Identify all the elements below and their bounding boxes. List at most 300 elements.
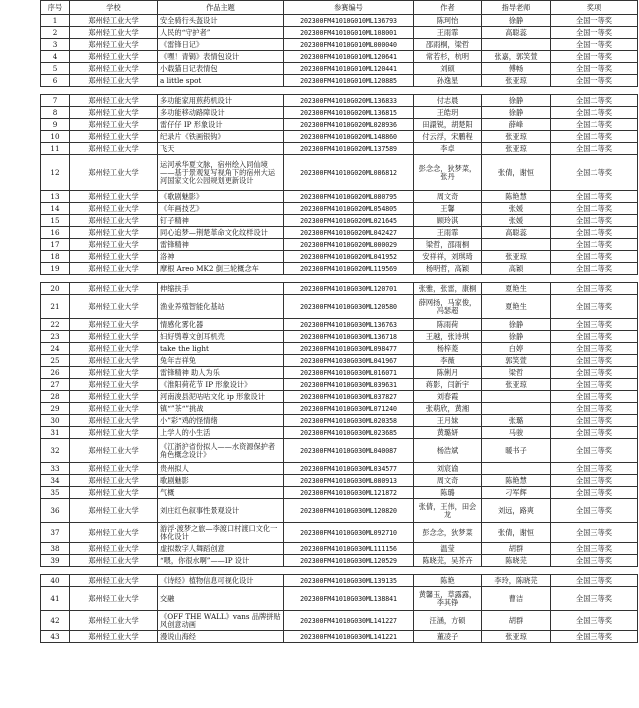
- cell-award: 全国三等奖: [551, 631, 638, 643]
- cell-school: 郑州轻工业大学: [70, 487, 158, 499]
- table-row: [41, 427, 638, 439]
- cell-author: 王皓玥: [414, 107, 482, 119]
- cell-award: 全国一等奖: [551, 75, 638, 87]
- cell-author: 田譞锐，胡楚阳: [414, 119, 482, 131]
- cell-advisor: 徐静: [482, 107, 551, 119]
- cell-seq: 16: [41, 227, 70, 239]
- cell-school: 郑州轻工业大学: [70, 319, 158, 331]
- cell-theme: 雷锋精神 助人为乐: [158, 367, 284, 379]
- cell-theme: 多功能移动路障设计: [158, 107, 284, 119]
- cell-advisor: 陈艳慧: [482, 191, 551, 203]
- cell-advisor: 张倩，谢恒: [482, 155, 551, 191]
- cell-advisor: 薛峰: [482, 119, 551, 131]
- cell-entry-id: 202300FM41010G030ML141221: [284, 631, 414, 643]
- cell-author: 周文奇: [414, 191, 482, 203]
- cell-theme: 多功能家用煎药机设计: [158, 95, 284, 107]
- table-row: [41, 295, 638, 319]
- cell-entry-id: 202300FM41010G030ML023685: [284, 427, 414, 439]
- table-body: [41, 15, 638, 643]
- cell-author: 刘春霞: [414, 391, 482, 403]
- table-row: [41, 131, 638, 143]
- cell-entry-id: 202300FM41010G020ML042427: [284, 227, 414, 239]
- cell-award: 全国一等奖: [551, 15, 638, 27]
- cell-award: 全国三等奖: [551, 391, 638, 403]
- cell-seq: 22: [41, 319, 70, 331]
- cell-author: 孙逸星: [414, 75, 482, 87]
- cell-author: 张萌欣，黄湘: [414, 403, 482, 415]
- cell-school: 郑州轻工业大学: [70, 191, 158, 203]
- cell-author: 陈雨荷: [414, 319, 482, 331]
- cell-entry-id: 202300FM41010G030ML034577: [284, 463, 414, 475]
- cell-advisor: 张嘉，郭笑萱: [482, 51, 551, 63]
- table-row: [41, 203, 638, 215]
- cell-entry-id: 202300FM41010G020ML041952: [284, 251, 414, 263]
- cell-seq: 1: [41, 15, 70, 27]
- cell-author: 常若杉，杭明: [414, 51, 482, 63]
- cell-advisor: 张亚琼: [482, 379, 551, 391]
- cell-theme: 《嘿！青锔》表情包设计: [158, 51, 284, 63]
- table-row: [41, 95, 638, 107]
- cell-award: 全国三等奖: [551, 439, 638, 463]
- cell-entry-id: 202300FM41010G010ML120641: [284, 51, 414, 63]
- cell-award: 全国三等奖: [551, 319, 638, 331]
- cell-advisor: 张亚琼: [482, 251, 551, 263]
- cell-school: 郑州轻工业大学: [70, 403, 158, 415]
- cell-advisor: 高颖: [482, 263, 551, 275]
- cell-entry-id: 202300FM41010G020ML000029: [284, 239, 414, 251]
- cell-author: 蒋影，闫新宇: [414, 379, 482, 391]
- table-row: [41, 575, 638, 587]
- table-row: [41, 119, 638, 131]
- cell-award: 全国三等奖: [551, 427, 638, 439]
- cell-entry-id: 202300FM41010G030ML120701: [284, 283, 414, 295]
- cell-theme: 虚拟数字人舞蹈创意: [158, 543, 284, 555]
- cell-school: 郑州轻工业大学: [70, 75, 158, 87]
- cell-award: 全国三等奖: [551, 587, 638, 611]
- cell-school: 郑州轻工业大学: [70, 63, 158, 75]
- cell-entry-id: 202300FM41010G010ML120441: [284, 63, 414, 75]
- cell-author: 王越，张诗琪: [414, 331, 482, 343]
- cell-entry-id: 202300FM41010G010ML108001: [284, 27, 414, 39]
- cell-theme: 人民的“守护者”: [158, 27, 284, 39]
- cell-theme: 雷仔仔 IP 形象设计: [158, 119, 284, 131]
- cell-advisor: 夏艳生: [482, 295, 551, 319]
- cell-school: 郑州轻工业大学: [70, 631, 158, 643]
- cell-seq: 36: [41, 499, 70, 523]
- cell-entry-id: 202300FM41010G020ML119569: [284, 263, 414, 275]
- cell-seq: 20: [41, 283, 70, 295]
- cell-entry-id: 202300FM41010G010ML136793: [284, 15, 414, 27]
- table-row: [41, 499, 638, 523]
- table-row: [41, 543, 638, 555]
- cell-advisor: 张倩，谢恒: [482, 523, 551, 543]
- cell-award: 全国二等奖: [551, 143, 638, 155]
- cell-entry-id: 202300FM41010G010ML000040: [284, 39, 414, 51]
- cell-theme: 歌剧魅影: [158, 475, 284, 487]
- cell-school: 郑州轻工业大学: [70, 391, 158, 403]
- cell-theme: 漫说山海经: [158, 631, 284, 643]
- table-row: [41, 439, 638, 463]
- cell-author: 汪涵，方硕: [414, 611, 482, 631]
- cell-entry-id: 202300FM41010G030ML071240: [284, 403, 414, 415]
- cell-school: 郑州轻工业大学: [70, 15, 158, 27]
- table-row: [41, 251, 638, 263]
- cell-school: 郑州轻工业大学: [70, 251, 158, 263]
- cell-seq: 38: [41, 543, 70, 555]
- cell-advisor: 胡群: [482, 543, 551, 555]
- table-row: [41, 415, 638, 427]
- cell-theme: “喂，你很水啊”——IP 设计: [158, 555, 284, 567]
- cell-author: 陈晓芫，吴芥卉: [414, 555, 482, 567]
- table-row: [41, 155, 638, 191]
- header-advisor: 指导老师: [482, 1, 551, 15]
- cell-entry-id: 202300FM41010G030ML040087: [284, 439, 414, 463]
- table-row: [41, 227, 638, 239]
- cell-author: 安祥祥，刘琪琦: [414, 251, 482, 263]
- cell-author: 付志晨: [414, 95, 482, 107]
- cell-seq: 6: [41, 75, 70, 87]
- cell-entry-id: 202300FM41010G030ML136718: [284, 331, 414, 343]
- cell-award: 全国三等奖: [551, 499, 638, 523]
- separator-cell: [41, 87, 638, 95]
- cell-advisor: 高聪蕊: [482, 227, 551, 239]
- cell-author: 陈俐月: [414, 367, 482, 379]
- cell-seq: 3: [41, 39, 70, 51]
- cell-seq: 15: [41, 215, 70, 227]
- table-row: [41, 63, 638, 75]
- cell-award: 全国二等奖: [551, 119, 638, 131]
- cell-school: 郑州轻工业大学: [70, 263, 158, 275]
- header-award: 奖项: [551, 1, 638, 15]
- table-row: [41, 27, 638, 39]
- cell-seq: 11: [41, 143, 70, 155]
- cell-entry-id: 202300FM41010G020ML086812: [284, 155, 414, 191]
- cell-school: 郑州轻工业大学: [70, 427, 158, 439]
- cell-entry-id: 202300FM41010G030ML120820: [284, 499, 414, 523]
- cell-seq: 32: [41, 439, 70, 463]
- cell-school: 郑州轻工业大学: [70, 131, 158, 143]
- table-row: [41, 263, 638, 275]
- cell-author: 杨浩斌: [414, 439, 482, 463]
- cell-advisor: [482, 463, 551, 475]
- cell-school: 郑州轻工业大学: [70, 611, 158, 631]
- cell-seq: 14: [41, 203, 70, 215]
- cell-seq: 13: [41, 191, 70, 203]
- cell-school: 郑州轻工业大学: [70, 119, 158, 131]
- cell-author: 王馨: [414, 203, 482, 215]
- separator-cell: [41, 275, 638, 283]
- cell-entry-id: 202300FM41010G020ML136833: [284, 95, 414, 107]
- cell-advisor: 张亚琼: [482, 143, 551, 155]
- cell-author: 邵雨桐，梁哲: [414, 39, 482, 51]
- cell-seq: 43: [41, 631, 70, 643]
- cell-theme: 《诗经》植物信息可视化设计: [158, 575, 284, 587]
- cell-school: 郑州轻工业大学: [70, 379, 158, 391]
- cell-seq: 8: [41, 107, 70, 119]
- cell-entry-id: 202300FM41010G020ML137589: [284, 143, 414, 155]
- table-row: [41, 475, 638, 487]
- cell-theme: 同心追梦—荆楚革命文化纹样设计: [158, 227, 284, 239]
- cell-theme: 气概: [158, 487, 284, 499]
- cell-entry-id: 202300FM41010G030ML098477: [284, 343, 414, 355]
- cell-author: 刘宸谕: [414, 463, 482, 475]
- cell-entry-id: 202300FM41010G030ML120529: [284, 555, 414, 567]
- cell-theme: 雷锋精神: [158, 239, 284, 251]
- cell-school: 郑州轻工业大学: [70, 555, 158, 567]
- header-author: 作者: [414, 1, 482, 15]
- cell-advisor: 曹洁: [482, 587, 551, 611]
- cell-theme: 上学人的小生活: [158, 427, 284, 439]
- cell-award: 全国三等奖: [551, 543, 638, 555]
- cell-seq: 9: [41, 119, 70, 131]
- cell-entry-id: 202300FM41010G020ML021645: [284, 215, 414, 227]
- cell-seq: 26: [41, 367, 70, 379]
- cell-entry-id: 202300FM41010G030ML120580: [284, 295, 414, 319]
- table-row: [41, 523, 638, 543]
- cell-award: 全国一等奖: [551, 51, 638, 63]
- cell-theme: 《年画技艺》: [158, 203, 284, 215]
- cell-award: 全国三等奖: [551, 379, 638, 391]
- cell-author: 张倩，王伟，田会龙: [414, 499, 482, 523]
- cell-advisor: 张亚琼: [482, 131, 551, 143]
- cell-entry-id: 202300FM41010G020ML136815: [284, 107, 414, 119]
- cell-seq: 33: [41, 463, 70, 475]
- cell-school: 郑州轻工业大学: [70, 283, 158, 295]
- cell-school: 郑州轻工业大学: [70, 439, 158, 463]
- cell-author: 黄璐妍: [414, 427, 482, 439]
- table-row: [41, 143, 638, 155]
- cell-entry-id: 202300FM41010G030ML139135: [284, 575, 414, 587]
- cell-seq: 5: [41, 63, 70, 75]
- cell-author: 陈璐: [414, 487, 482, 499]
- cell-seq: 10: [41, 131, 70, 143]
- cell-theme: 小”彩“鸡的怪情绪: [158, 415, 284, 427]
- cell-author: 陈艳: [414, 575, 482, 587]
- group-separator: [41, 567, 638, 575]
- cell-theme: 小载猫日记表情包: [158, 63, 284, 75]
- cell-advisor: 徐静: [482, 331, 551, 343]
- cell-advisor: 马骏: [482, 427, 551, 439]
- cell-author: 王雨霏: [414, 227, 482, 239]
- header-entry-id: 参赛编号: [284, 1, 414, 15]
- cell-entry-id: 202300FM41010G030ML121872: [284, 487, 414, 499]
- cell-theme: 安全骑行头盔设计: [158, 15, 284, 27]
- cell-advisor: [482, 39, 551, 51]
- cell-entry-id: 202300FM41010G030ML141227: [284, 611, 414, 631]
- cell-entry-id: 202300FM41010G030ML080913: [284, 475, 414, 487]
- cell-award: 全国二等奖: [551, 191, 638, 203]
- cell-author: 顾玲淇: [414, 215, 482, 227]
- cell-entry-id: 202300FM41010G030ML039631: [284, 379, 414, 391]
- cell-award: 全国二等奖: [551, 107, 638, 119]
- table-row: [41, 191, 638, 203]
- cell-seq: 28: [41, 391, 70, 403]
- cell-award: 全国二等奖: [551, 239, 638, 251]
- cell-advisor: 张亚琼: [482, 631, 551, 643]
- cell-award: 全国三等奖: [551, 283, 638, 295]
- cell-seq: 29: [41, 403, 70, 415]
- cell-author: 张雅，张雷，康桐: [414, 283, 482, 295]
- cell-entry-id: 202300FM41030G030ML041967: [284, 355, 414, 367]
- table-row: [41, 403, 638, 415]
- cell-advisor: 郭笑萱: [482, 355, 551, 367]
- cell-theme: 纪录片《铁画银钩》: [158, 131, 284, 143]
- cell-advisor: [482, 403, 551, 415]
- cell-advisor: [482, 239, 551, 251]
- cell-theme: 《淮阳荷花节 IP 形象设计》: [158, 379, 284, 391]
- cell-award: 全国三等奖: [551, 555, 638, 567]
- cell-entry-id: 202300FM41010G030ML092710: [284, 523, 414, 543]
- cell-advisor: 高聪蕊: [482, 27, 551, 39]
- table-row: [41, 15, 638, 27]
- table-row: [41, 391, 638, 403]
- cell-seq: 27: [41, 379, 70, 391]
- cell-advisor: 徐静: [482, 95, 551, 107]
- cell-school: 郑州轻工业大学: [70, 155, 158, 191]
- cell-theme: 游浮·渡梦之旅—李渡口村渡口文化一体化设计: [158, 523, 284, 543]
- cell-advisor: [482, 391, 551, 403]
- cell-seq: 42: [41, 611, 70, 631]
- cell-award: 全国一等奖: [551, 27, 638, 39]
- table-row: [41, 319, 638, 331]
- cell-school: 郑州轻工业大学: [70, 367, 158, 379]
- cell-seq: 41: [41, 587, 70, 611]
- table-row: [41, 75, 638, 87]
- cell-school: 郑州轻工业大学: [70, 215, 158, 227]
- cell-seq: 17: [41, 239, 70, 251]
- cell-entry-id: 202300FM41010G020ML080795: [284, 191, 414, 203]
- table-row: [41, 367, 638, 379]
- cell-author: 温莹: [414, 543, 482, 555]
- cell-theme: 《江浙沪省份拟人——水资源保护者角色概念设计》: [158, 439, 284, 463]
- cell-theme: 《歌剧魅影》: [158, 191, 284, 203]
- cell-award: 全国二等奖: [551, 131, 638, 143]
- cell-seq: 24: [41, 343, 70, 355]
- cell-seq: 31: [41, 427, 70, 439]
- table-row: [41, 51, 638, 63]
- cell-school: 郑州轻工业大学: [70, 51, 158, 63]
- cell-advisor: 刘远，路爽: [482, 499, 551, 523]
- cell-award: 全国三等奖: [551, 523, 638, 543]
- cell-school: 郑州轻工业大学: [70, 463, 158, 475]
- cell-award: 全国二等奖: [551, 251, 638, 263]
- cell-award: 全国三等奖: [551, 367, 638, 379]
- cell-author: 薛网扬，马家俊，冯瑟超: [414, 295, 482, 319]
- header-school: 学校: [70, 1, 158, 15]
- cell-author: 彭念念，狄梦菜: [414, 523, 482, 543]
- cell-seq: 37: [41, 523, 70, 543]
- cell-seq: 30: [41, 415, 70, 427]
- table-row: [41, 283, 638, 295]
- cell-author: 黄馨玉，草露露，李其铮: [414, 587, 482, 611]
- cell-school: 郑州轻工业大学: [70, 239, 158, 251]
- cell-author: 李薇: [414, 355, 482, 367]
- cell-entry-id: 202300FM41010G030ML020358: [284, 415, 414, 427]
- cell-theme: 运河承华夏文脉，宿州绘入同仙境——基于景观复写视角下的宿州大运河国家文化公园规划更新设计: [158, 155, 284, 191]
- cell-author: 周文奇: [414, 475, 482, 487]
- cell-seq: 12: [41, 155, 70, 191]
- cell-school: 郑州轻工业大学: [70, 499, 158, 523]
- cell-award: 全国一等奖: [551, 63, 638, 75]
- cell-school: 郑州轻工业大学: [70, 143, 158, 155]
- cell-school: 郑州轻工业大学: [70, 227, 158, 239]
- cell-author: 付云浮，宋鹏程: [414, 131, 482, 143]
- cell-entry-id: 202300FM41010G030ML016071: [284, 367, 414, 379]
- cell-award: 全国二等奖: [551, 95, 638, 107]
- cell-author: 杨明哲，高颖: [414, 263, 482, 275]
- cell-author: 陈珂怡: [414, 15, 482, 27]
- cell-school: 郑州轻工业大学: [70, 295, 158, 319]
- cell-seq: 23: [41, 331, 70, 343]
- cell-school: 郑州轻工业大学: [70, 415, 158, 427]
- cell-award: 全国三等奖: [551, 331, 638, 343]
- cell-award: 全国二等奖: [551, 203, 638, 215]
- cell-advisor: 陈晓芫: [482, 555, 551, 567]
- cell-award: 全国三等奖: [551, 487, 638, 499]
- table-row: [41, 463, 638, 475]
- cell-entry-id: 202300FM41010G030ML138841: [284, 587, 414, 611]
- cell-theme: 伸缩扶手: [158, 283, 284, 295]
- table-row: [41, 355, 638, 367]
- cell-author: 梁哲，邵雨桐: [414, 239, 482, 251]
- cell-seq: 25: [41, 355, 70, 367]
- cell-entry-id: 202300FM41010G030ML037827: [284, 391, 414, 403]
- cell-seq: 35: [41, 487, 70, 499]
- cell-theme: 飞天: [158, 143, 284, 155]
- cell-entry-id: 202300FM41010G020ML028936: [284, 119, 414, 131]
- cell-theme: 情感化雾化器: [158, 319, 284, 331]
- cell-advisor: 张亚琼: [482, 75, 551, 87]
- cell-award: 全国三等奖: [551, 415, 638, 427]
- cell-author: 王月妹: [414, 415, 482, 427]
- cell-seq: 40: [41, 575, 70, 587]
- cell-seq: 21: [41, 295, 70, 319]
- group-separator: [41, 87, 638, 95]
- cell-award: 全国二等奖: [551, 263, 638, 275]
- cell-award: 全国三等奖: [551, 403, 638, 415]
- table-row: [41, 555, 638, 567]
- cell-author: 王雨霏: [414, 27, 482, 39]
- table-row: [41, 331, 638, 343]
- cell-award: 全国二等奖: [551, 155, 638, 191]
- cell-theme: 洛神: [158, 251, 284, 263]
- cell-advisor: 傅畅: [482, 63, 551, 75]
- cell-advisor: 李玲，陈晓芫: [482, 575, 551, 587]
- cell-award: 全国二等奖: [551, 227, 638, 239]
- cell-award: 全国三等奖: [551, 295, 638, 319]
- cell-advisor: 张媛: [482, 203, 551, 215]
- cell-school: 郑州轻工业大学: [70, 543, 158, 555]
- cell-author: 董凌子: [414, 631, 482, 643]
- award-table: [40, 0, 638, 643]
- table-row: [41, 611, 638, 631]
- cell-advisor: 陈艳慧: [482, 475, 551, 487]
- cell-school: 郑州轻工业大学: [70, 475, 158, 487]
- cell-advisor: 白婷: [482, 343, 551, 355]
- cell-award: 全国三等奖: [551, 611, 638, 631]
- cell-author: 彭念念，狄梦菜，张丹: [414, 155, 482, 191]
- cell-school: 郑州轻工业大学: [70, 27, 158, 39]
- cell-theme: take the light: [158, 343, 284, 355]
- cell-theme: 河南浚县泥咕咕文化 ip 形象设计: [158, 391, 284, 403]
- table-row: [41, 107, 638, 119]
- header-row: [41, 1, 638, 15]
- cell-theme: a little spot: [158, 75, 284, 87]
- table-row: [41, 215, 638, 227]
- table-row: [41, 343, 638, 355]
- cell-advisor: 徐静: [482, 15, 551, 27]
- cell-seq: 39: [41, 555, 70, 567]
